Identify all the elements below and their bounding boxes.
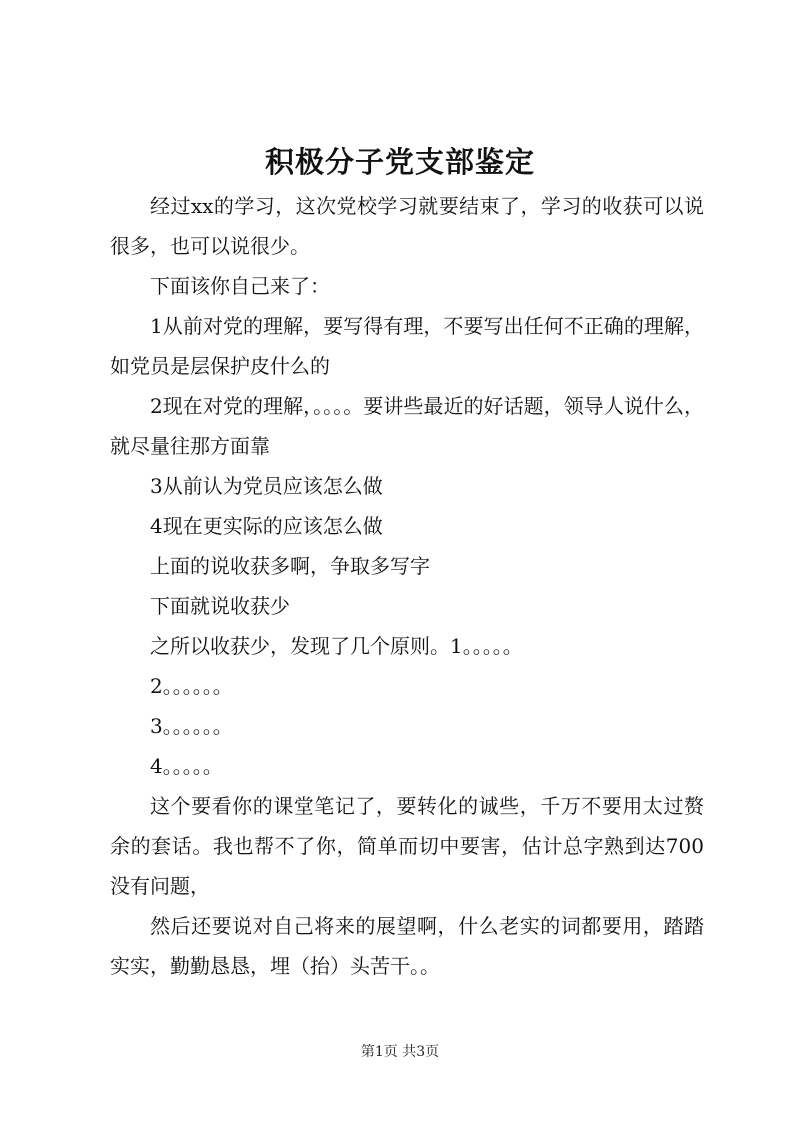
paragraph: 之所以收获少，发现了几个原则。1。。。。。 (150, 634, 523, 658)
paragraph: 2现在对党的理解，。。。。要讲些最近的好话题，领导人说什么，就尽量往那方面靠 (110, 394, 704, 458)
paragraph: 然后还要说对自己将来的展望啊，什么老实的词都要用，踏踏实实，勤勤恳恳，埋（抬）头苦干。。 (110, 914, 704, 978)
paragraph: 2。。。。。。 (150, 674, 233, 698)
paragraph: 3。。。。。。 (150, 714, 233, 738)
paragraph: 下面该你自己来了： (150, 274, 330, 298)
paragraph: 1从前对党的理解，要写得有理，不要写出任何不正确的理解，如党员是层保护皮什么的 (110, 314, 704, 378)
paragraph: 上面的说收获多啊，争取多写字 (150, 554, 430, 578)
paragraph: 4现在更实际的应该怎么做 (150, 514, 383, 538)
page-number-footer: 第1页 共3页 (360, 1044, 440, 1060)
paragraph: 经过xx的学习，这次党校学习就要结束了，学习的收获可以说很多，也可以说很少。 (110, 194, 704, 258)
paragraph: 下面就说收获少 (150, 594, 290, 618)
paragraph: 4。。。。。 (150, 754, 223, 778)
paragraph: 这个要看你的课堂笔记了，要转化的诚些，千万不要用太过赘余的套话。我也帮不了你，简单而切中要害，估计总字熟到达700没有问题， (110, 794, 704, 898)
paragraph: 3从前认为党员应该怎么做 (150, 474, 383, 498)
document-title: 积极分子党支部鉴定 (264, 145, 535, 179)
document-body (110, 186, 704, 986)
